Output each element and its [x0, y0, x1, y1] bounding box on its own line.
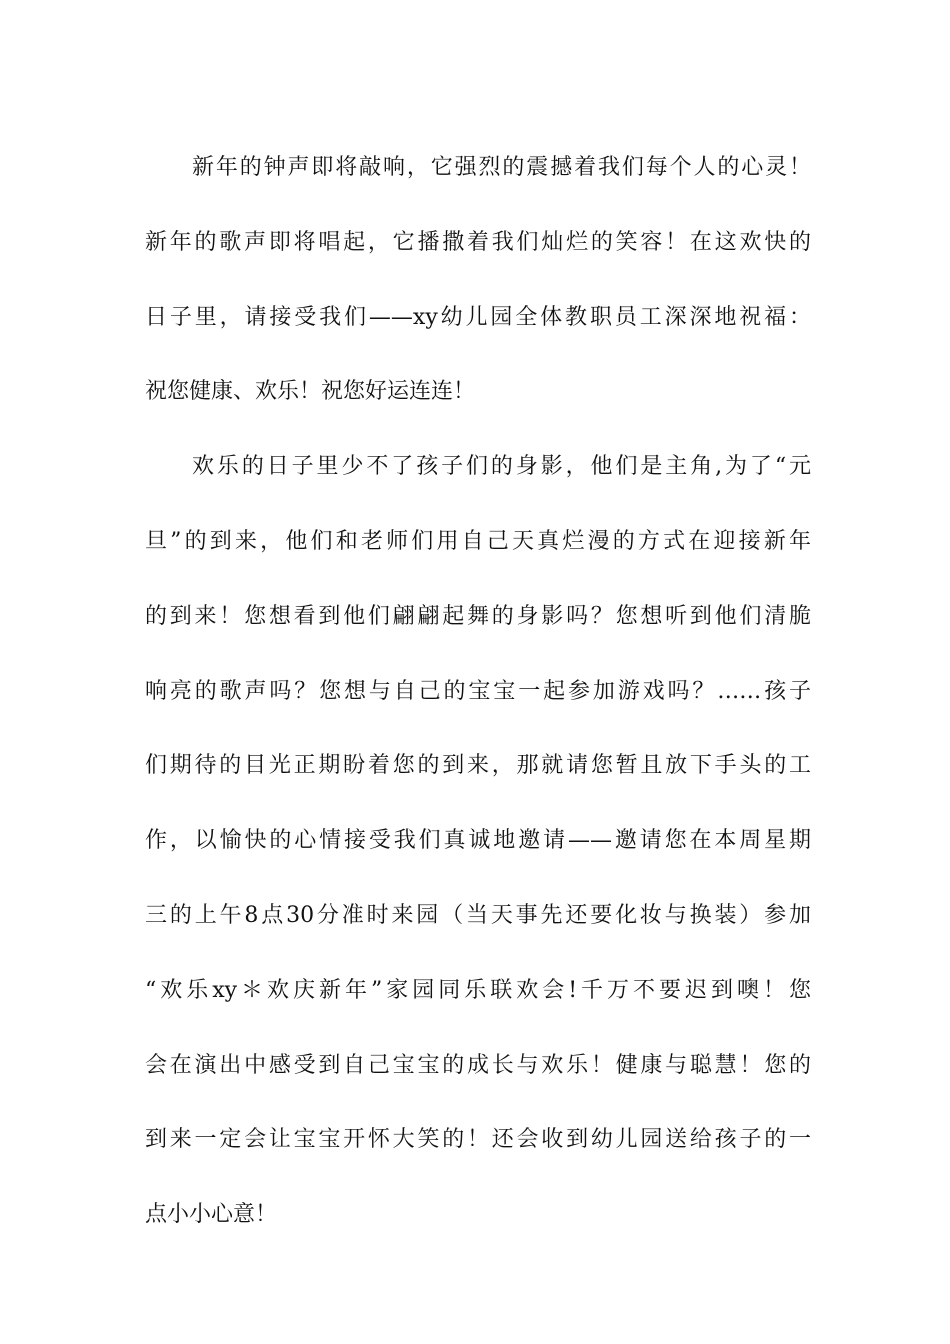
- paragraph-greeting: [145, 131, 811, 430]
- text-line: 日子里，请接受我们——xy幼儿园全体教职员工深深地祝福：: [145, 304, 811, 330]
- text-line: 三的上午8点30分准时来园（当天事先还要化妆与换装）参加: [145, 902, 811, 928]
- text-line: 新年的钟声即将敲响，它强烈的震撼着我们每个人的心灵！: [192, 155, 811, 180]
- text-line: 到来一定会让宝宝开怀大笑的！还会收到幼儿园送给孩子的一: [145, 1127, 811, 1153]
- text-line: 的到来！您想看到他们翩翩起舞的身影吗？您想听到他们清脆: [145, 603, 811, 629]
- text-line: 新年的歌声即将唱起，它播撒着我们灿烂的笑容！在这欢快的: [145, 229, 811, 255]
- text-line: “欢乐xy＊欢庆新年”家园同乐联欢会!千万不要迟到噢！您: [145, 977, 811, 1003]
- text-line: 旦”的到来，他们和老师们用自己天真烂漫的方式在迎接新年: [145, 528, 811, 554]
- text-line: 响亮的歌声吗？您想与自己的宝宝一起参加游戏吗？……孩子: [145, 678, 811, 704]
- text-line: 作，以愉快的心情接受我们真诚地邀请——邀请您在本周星期: [145, 828, 811, 854]
- text-line: 欢乐的日子里少不了孩子们的身影，他们是主角,为了“元: [192, 454, 811, 480]
- paragraph-invitation: [145, 430, 811, 1253]
- text-line: 们期待的目光正期盼着您的到来，那就请您暂且放下手头的工: [145, 753, 811, 779]
- text-line: 祝您健康、欢乐！祝您好运连连！: [145, 379, 476, 405]
- text-line: 会在演出中感受到自己宝宝的成长与欢乐！健康与聪慧！您的: [145, 1052, 811, 1078]
- letter-body: [145, 131, 811, 1253]
- text-line: 点小小心意！: [145, 1202, 278, 1228]
